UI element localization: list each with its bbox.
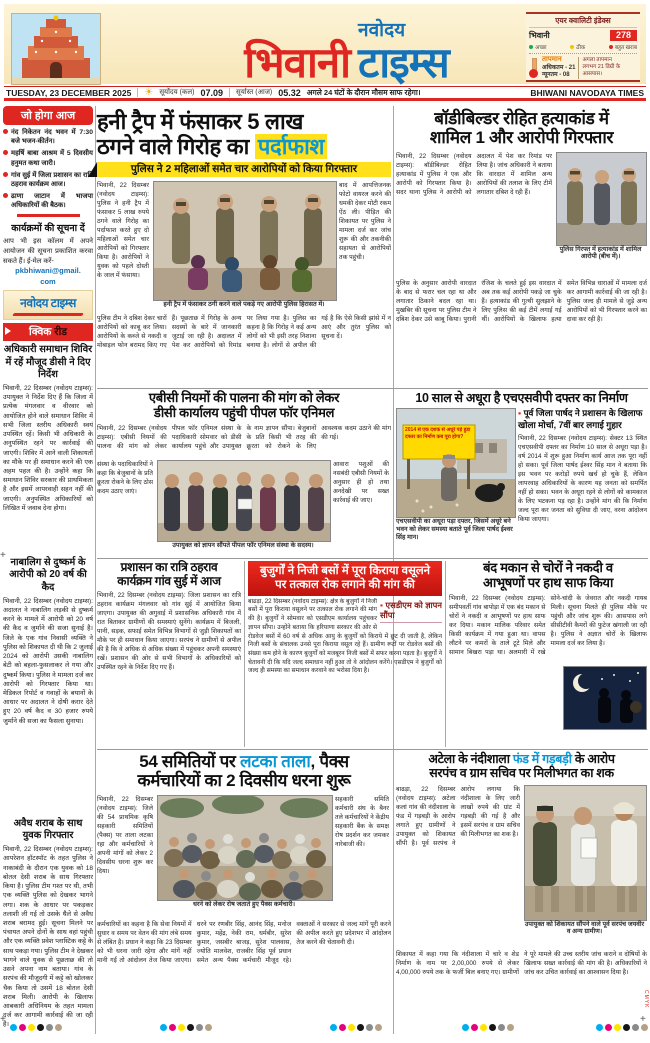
divider <box>17 214 80 217</box>
bullet-icon <box>3 150 8 155</box>
abc-body-right: आवारा पशुओं की नसबंदी एबीसी नियमों के अनुसार ही हो तथा अनदेखी पर सख्त कार्रवाई की जाए। <box>333 460 389 504</box>
thermometer-icon <box>529 58 539 78</box>
section-rule <box>97 749 648 750</box>
lead-body-right: बाद में आपत्तिजनक फोटो वायरल करने की धमकी देकर मोटी रकम ऐंठ ली। पीड़ित की शिकायत पर पुलिस ने मामला दर्ज कर जांच शुरू की और तकनीकी सहायता से आरोपियों तक पहुंची। <box>339 182 391 262</box>
abc-article <box>97 391 391 557</box>
square-bullet-icon: ▪ <box>518 408 524 419</box>
lead-headline-accent: पर्दाफाश <box>255 134 327 159</box>
bodybuilder-headline: बॉडीबिल्डर रोहित हत्याकांड में शामिल 1 और आरोपी गिरफ्तार <box>429 109 614 148</box>
aqi-legend-mid: ठीक <box>576 45 586 51</box>
night-halt-headline: प्रशासन का रात्रि ठहराव कार्यक्रम गांव सुई में आज <box>117 560 221 588</box>
registration-marks <box>462 1024 514 1031</box>
atela-headline: अटेला के नंदीशाला फंड में गड़बड़ी के आरोप सरपंच व ग्राम सचिव पर मिलीभगत का शक <box>428 752 615 781</box>
hsvp-article <box>396 391 647 557</box>
today-item: नंद निकेतन नंद भवन में 7:30 बजे भजन-कीर्तन। <box>3 128 93 146</box>
masthead-title-blue: टाइम्स <box>358 39 449 86</box>
abc-photo-caption: उपायुक्त को ज्ञापन सौंपते पीपल फॉर एनिमल संस्था के सदस्य। <box>172 541 314 549</box>
temp-max: अधिकतम - 21 <box>542 64 576 71</box>
dateline-bar <box>4 86 646 101</box>
aqi-good-dot-icon <box>529 45 533 49</box>
aqi-legend <box>529 43 637 54</box>
sidebar-article-body: भिवानी, 22 दिसम्बर (नवोदय टाइम्स): आपरेशन हॉटस्पॉट के तहत पुलिस ने नाकाबंदी के दौरान एक युवक को 18 बोतल देसी शराब के साथ गिरफ्तार किया है। पुलिस टीम गश्त पर थी, तभी एक व्यक्ति पुलिस को देखकर भागने लगा। शक के आधार पर पकड़कर तलाशी ली गई तो उसके थैले से अवैध शराब बरामद हुई। सूचना मिलने पर पंचायत अपने दोनों के साथ वहां पहुंची और एक व्यक्ति प्रवेश प्लास्टिक कट्टे के साथ पकड़ा गया। पुलिस टीम ने देखकर भागने वाले युवक से पूछताछ की तो उसने अपना नाम बताया। गांव के सरपंच की मौजूदगी में कट्टे को खोलकर चैक किया तो उसमें 18 बोतल देसी शराब मिली। आरोपी के खिलाफ आबकारी अधिनियम के तहत मामला दर्ज कर आगामी कार्रवाई की जा रही है। <box>3 846 93 1029</box>
paks-photo-caption: धरने को लेकर रोष जताते हुए पैक्स कर्मचारी। <box>192 900 296 908</box>
hsvp-photo-caption: एचएसवीपी का अधूरा पड़ा दफ्तर, जिसमें अधूरे बने भवन को लेकर समस्या बताते पूर्व जिला पार्षद ईश्वर सिंह मान। <box>396 518 513 541</box>
today-box-title: जो होगा आज <box>3 106 93 125</box>
logo-swoosh <box>12 313 84 316</box>
burglar-illustration <box>563 666 647 730</box>
aqi-value-badge: 278 <box>610 30 637 41</box>
bodybuilder-body-bottom: पुलिस के अनुसार आरोपी वारदात के बाद से फरार चल रहा था और लगातार ठिकाने बदल रहा था। मुखबिर की सूचना पर पुलिस टीम ने दबिश देकर उसे काबू किया। पुरानी रंजिश के चलते हुई इस वारदात में अब तक कई आरोपी पकड़े जा चुके हैं। हत्याकांड की गुत्थी सुलझाने के लिए पुलिस की कई टीमें लगाई गई थीं। आरोपियों के खिलाफ हत्या समेत विभिन्न धाराओं में मामला दर्ज कर आगामी कार्रवाई की जा रही है। पुलिस जल्द ही मामले से जुड़े अन्य आरोपियों को भी गिरफ्तार करने का दावा कर रही है। <box>396 279 647 323</box>
sidebar-article-body: भिवानी, 22 दिसम्बर (नवोदय टाइम्स): उपायुक्त ने निर्देश दिए हैं कि जिला में प्रत्येक मंगलवार व वीरवार को आयोजित होने वाले समाधान शिविर में सभी जिला स्तरीय अधिकारी स्वयं उपस्थित रहें। किसी भी अधिकारी के अनुपस्थित रहने पर कार्रवाई की जाएगी। शिविर में आने वाली शिकायतों का मौके पर ही समाधान करने की एक अहम पहल की है। उन्होंने कहा कि समाधान शिविर सरकार की प्राथमिकता है और इसमें लापरवाही सहन नहीं की जाएगी। अनुपस्थित अधिकारियों को लिखित में जवाब देना होगा। <box>3 385 93 512</box>
bodybuilder-article <box>396 109 647 387</box>
notice-body: आप भी इस कॉलम में अपने आयोजन की सूचना प्रकाशित करवा सकते हैं। ई-मेल करें- pkbhiwani@gmail. com <box>3 238 93 286</box>
sun-icon: ☀ <box>144 86 154 98</box>
atela-body: बाढड़ा, 22 दिसम्बर (नवोदय टाइम्स): अटेला कलां गांव की नंदीशाला के फंड में गड़बड़ी के आरोप लगाते हुए ग्रामीणों ने उपायुक्त को शिकायत सौंपी है। पूर्व सरपंच ने आरोप लगाया कि नंदीशाला के लिए जारी लाखों रुपये की ग्रांट में गड़बड़ी की गई है और इसमें सरपंच व ग्राम सचिव की मिलीभगत का शक है। <box>396 785 520 847</box>
masthead-title-red: भिवानी <box>244 39 351 86</box>
weather-note: अगले 24 घंटों के दौरान मौसम साफ रहेगा। <box>306 87 421 97</box>
night-halt-article <box>97 561 241 746</box>
lead-subhead: पुलिस ने 2 महिलाओं समेत चार आरोपियों को किया गिरफ्तार <box>97 162 391 177</box>
today-item: महर्षि बाबा आश्रम में 5 दिवसीय हनुमत कथा जारी। <box>3 149 93 167</box>
abc-headline: एबीसी नियमों की पालना की मांग को लेकर डीसी कार्यालय पहुंची पीपल फॉर एनिमल <box>148 390 340 420</box>
lead-photo <box>153 181 337 301</box>
night-halt-body: भिवानी, 22 दिसम्बर (नवोदय टाइम्स): जिला प्रशासन का रात्रि ठहराव कार्यक्रम मंगलवार को गांव सुई में आयोजित किया जाएगा। उपायुक्त की अगुवाई में प्रशासनिक अधिकारी गांव में रात बिताकर ग्रामीणों की समस्याएं सुनेंगे। कार्यक्रम में बिजली, पानी, सड़क, सफाई समेत विभिन्न विभागों से जुड़ी शिकायतों का मौके पर ही समाधान किया जाएगा। सरपंच ने ग्रामीणों से अपील की है कि वे अधिक से अधिक संख्या में पहुंचकर अपनी समस्याएं रखें। प्रशासन की ओर से सभी विभागों के अधिकारियों को उपस्थित रहने के निर्देश दिए गए हैं। <box>97 592 241 672</box>
today-item: गांव सुई में जिला प्रशासन का रात्रि ठहराव कार्यक्रम आज। <box>3 171 93 189</box>
lead-body-left: भिवानी, 22 दिसम्बर (नवोदय टाइम्स): पुलिस ने हनी ट्रैप में फंसाकर 5 लाख रुपये ठगने वाले गिरोह का पर्दाफाश करते हुए दो महिलाओं समेत चार आरोपियों को गिरफ्तार किया है। आरोपियों ने युवक को पहले दोस्ती के जाल में फंसाया। <box>97 182 149 280</box>
left-sidebar <box>3 106 93 1043</box>
theft-headline: बंद मकान से चोरों ने नकदी व आभूषणों पर हाथ साफ किया <box>482 560 614 590</box>
abc-photo <box>157 460 331 542</box>
sidebar-article-title: नाबालिग से दुष्कर्म के आरोपी को 20 वर्ष की कैद <box>9 557 87 593</box>
lead-article <box>97 109 391 387</box>
cmyk-label: CMYK <box>643 990 649 1009</box>
elders-body: ▪ एसडीएम को ज्ञापन सौंपा बाढड़ा, 22 दिसम्बर (नवोदय टाइम्स): क्षेत्र के बुजुर्गों ने निजी बसों में पूरा किराया वसूलने पर तत्काल रोक लगाने की मांग की है। बुजुर्गों ने सोमवार को एसडीएम कार्यालय पहुंचकर ज्ञापन सौंपा। उन्होंने बताया कि हरियाणा सरकार की ओर से रोडवेज बसों में 60 वर्ष से अधिक आयु के बुजुर्गों को किराये में छूट दी जाती है, लेकिन निजी बसों के संचालक उनसे पूरा किराया वसूल रहे हैं। ग्रामीण रूटों पर रोडवेज बसों की संख्या कम होने के कारण बुजुर्गों को मजबूरन निजी बसों में सफर करना पड़ता है। बुजुर्गों ने चेतावनी दी कि यदि जल्द समाधान नहीं हुआ तो वे आंदोलन करेंगे। एसडीएम ने बुजुर्गों को जल्द ही समस्या का समाधान करवाने का भरोसा दिया है। <box>248 597 442 675</box>
crop-mark: + <box>640 1014 646 1025</box>
quick-read-header: क्विक रीड <box>3 323 93 341</box>
bodybuilder-body: भिवानी, 22 दिसम्बर (नवोदय टाइम्स): बॉडीबिल्डर रोहित हत्याकांड में पुलिस ने एक और आरोपी को गिरफ्तार किया है। सदर थाना पुलिस ने आरोपी को अदालत में पेश कर रिमांड पर लिया है। जांच अधिकारी ने बताया कि वारदात में शामिल अन्य आरोपियों की तलाश के लिए टीमें लगातार दबिश दे रही हैं। <box>396 152 552 196</box>
registration-marks <box>10 1024 62 1031</box>
aqi-legend-bad: बहुत खराब <box>614 45 637 51</box>
hsvp-photo <box>396 408 516 518</box>
atela-article <box>396 752 647 1032</box>
aqi-city: भिवानी <box>529 31 550 40</box>
crop-mark: + <box>0 1014 6 1025</box>
today-item: ढाणा जाटान में भाजपा अधिकारियों की बैठक। <box>3 192 93 210</box>
hsvp-pullquote: ▪ पूर्व जिला पार्षद ने प्रशासन के खिलाफ खोला मोर्चा, 7वीं बार लगाई गुहार <box>518 408 643 430</box>
sidebar-article-title: अवैध शराब के साथ युवक गिरफ्तार <box>13 817 83 841</box>
lead-headline: हनी ट्रैप में फंसाकर 5 लाख ठगने वाले गिरोह का पर्दाफाश <box>97 109 391 159</box>
paks-headline-accent: लटका ताला <box>240 752 311 771</box>
sunset-label: सूर्यास्त (आज) <box>235 89 273 96</box>
sidebar-article-body: भिवानी, 22 दिसम्बर (नवोदय टाइम्स): अदालत ने नाबालिग लड़की से दुष्कर्म करने के मामले में आरोपी को 20 वर्ष की कैद व जुर्माने की सजा सुनाई है। जिले के एक गांव निवासी व्यक्ति ने पुलिस को शिकायत दी थी कि 2 जुलाई 2024 को आरोपी उसकी नाबालिग बेटी को बहला-फुसलाकर ले गया और दुष्कर्म किया। पुलिस ने मामला दर्ज कर आरोपी को गिरफ्तार किया था। मेडिकल रिपोर्ट व गवाहों के बयानों के आधार पर अदालत ने दोषी करार देते हुए 20 वर्ष कैद व 30 हजार रुपये जुर्माने की सजा का फैसला सुनाया। <box>3 597 93 725</box>
paks-body-left: भिवानी, 22 दिसम्बर (नवोदय टाइम्स): जिले की 54 प्राथमिक कृषि सहकारी समितियों (पैक्स) पर ताला लटका रहा और कर्मचारियों ने अपनी मांगों को लेकर 2 दिवसीय धरना शुरू कर दिया। <box>97 795 153 875</box>
masthead <box>164 10 529 84</box>
paks-headline: 54 समितियों पर लटका ताला, पैक्स कर्मचारियों का 2 दिवसीय धरना शुरू <box>137 752 351 791</box>
bodybuilder-photo <box>556 152 647 246</box>
protest-banner-text: 2014 से एक दशक से अधूरे पड़े हुडा दफ्तर का निर्माण कब पूरा होगा? <box>405 427 471 440</box>
paks-body-right: सहकारी समिति कर्मचारी संघ के बैनर तले कर्मचारियों ने केंद्रीय सहकारी बैंक के समक्ष रोष प्रदर्शन कर जमकर नारेबाजी की। <box>335 795 389 848</box>
bullet-icon <box>3 129 8 134</box>
sidebar-article-title: अधिकारी समाधान शिविर में रहें मौजूद डीसी ने दिए निर्देश <box>3 344 93 380</box>
sunrise-label: सूर्योदय (कल) <box>159 89 195 96</box>
temp-note: अगला तापमान लगभग 21 डिग्री के आसपास। <box>578 57 624 78</box>
elders-article <box>248 561 442 746</box>
abc-body-left: संस्था के पदाधिकारियों ने कहा कि बेजुबानों के प्रति क्रूरता रोकने के लिए ठोस कदम उठाए जाएं। <box>97 460 153 495</box>
masthead-pretitle: नवोदय <box>358 20 406 41</box>
bullet-icon <box>3 193 8 198</box>
section-rule <box>97 558 648 559</box>
registration-marks <box>596 1024 648 1031</box>
masthead-band <box>4 4 646 84</box>
paks-photo <box>157 795 333 901</box>
atela-photo-caption: उपायुक्त को शिकायत सौंपने वाले पूर्व सरपंच जयवीर व अन्य ग्रामीण। <box>524 920 645 936</box>
column-rule <box>95 106 96 1034</box>
sidebar-brand-logo: नवोदय टाइम्स <box>3 290 93 320</box>
square-bullet-icon: ▪ <box>380 599 386 610</box>
aqi-widget <box>526 12 640 82</box>
contact-email-link[interactable]: pkbhiwani@gmail. <box>15 266 81 276</box>
registration-marks <box>160 1024 212 1031</box>
bullet-icon <box>3 172 8 177</box>
paks-body-bottom: कर्मचारियों का कहना है कि सेवा नियमों में सुधार व समय पर वेतन की मांग लंबे समय से लंबित है। प्रधान ने कहा कि 23 दिसम्बर को भी धरना जारी रहेगा और मांगें नहीं मानी गईं तो आंदोलन तेज किया जाएगा। धरने पर रणबीर सिंह, आनंद सिंह, मनोज कुमार, महेंद्र, नेकी राम, धर्मबीर, सुरेश कुमार, जसबीर बाजड़, सुरेश पालवास, ज्योति मालवेश, राजबीर सिंह पूर्व प्रधान समेत अन्य पैक्स कर्मचारी मौजूद रहे। वक्ताओं ने सरकार से जल्द मांगें पूरी करने की अपील करते हुए प्रदेशभर में आंदोलन तेज करने की चेतावनी दी। <box>97 920 391 964</box>
paks-article <box>97 752 391 1032</box>
issue-date: TUESDAY, 23 DECEMBER 2025 <box>6 87 132 98</box>
temp-title: तापमान <box>542 56 562 63</box>
temp-min: न्यूनतम - 08 <box>542 72 570 79</box>
notice-title: कार्यक्रमों की सूचना दें <box>11 223 85 235</box>
atela-headline-accent: फंड में गड़बड़ी <box>512 752 572 766</box>
hsvp-headline: 10 साल से अधूरा है एचएसवीपी दफ्तर का निर्माण <box>415 391 628 405</box>
column-rule <box>445 561 446 747</box>
registration-marks <box>330 1024 382 1031</box>
abc-body-top: भिवानी, 22 दिसम्बर (नवोदय टाइम्स): एबीसी नियमों की पालना की मांग को लेकर पीपल फॉर एनिमल संस्था के पदाधिकारी सोमवार को डीसी कार्यालय पहुंचे और उपायुक्त के नाम ज्ञापन सौंपा। बेजुबानों के प्रति किसी भी तरह की क्रूरता को रोकने के लिए आवश्यक कदम उठाने की मांग की गई। <box>97 424 391 450</box>
theft-article <box>449 561 647 746</box>
lead-photo-caption: हनी ट्रैप में फंसाकर ठगी करने वाले पकड़े गए आरोपी पुलिस हिरासत में। <box>163 301 325 309</box>
aqi-title: एयर क्वालिटी इंडेक्स <box>529 16 637 28</box>
column-rule <box>244 561 245 747</box>
aqi-bad-dot-icon <box>609 45 613 49</box>
atela-body-bottom: शिकायत में कहा गया कि नंदीशाला में चारे व शेड निर्माण के नाम पर 2,00,000 रुपये से लेकर 4,00,000 रुपये तक के फर्जी बिल बनाए गए। ग्रामीणों ने पूरे मामले की उच्च स्तरीय जांच कराने व दोषियों के खिलाफ सख्त कार्रवाई की मांग की है। अधिकारियों ने जांच कर उचित कार्रवाई का आश्वासन दिया है। <box>396 950 647 976</box>
aqi-legend-good: अच्छा <box>535 45 547 51</box>
lead-body-bottom: पुलिस टीम ने दबिश देकर चारों आरोपियों को काबू कर लिया। आरोपियों के कब्जे से नकदी व मोबाइल फोन बरामद किए गए हैं। पूछताछ में गिरोह के अन्य सदस्यों के बारे में जानकारी जुटाई जा रही है। अदालत में पेश कर आरोपियों को रिमांड पर लिया गया है। पुलिस का कहना है कि गिरोह ने कई अन्य लोगों को भी इसी तरह निशाना बनाया है। लोगों से अपील की गई है कि ऐसे किसी झांसे में न आएं और तुरंत पुलिस को सूचना दें। <box>97 315 391 350</box>
temple-photo <box>11 13 101 85</box>
elders-inset-note: ▪ एसडीएम को ज्ञापन सौंपा <box>380 600 442 624</box>
theft-body: भिवानी, 22 दिसम्बर (नवोदय टाइम्स): समीपवर्ती गांव बापोड़ा में एक बंद मकान से चोरों ने नकदी व आभूषणों पर हाथ साफ कर दिया। मकान मालिक परिवार समेत किसी कार्यक्रम में गया हुआ था। वापस लौटने पर कमरों के ताले टूटे मिले और सामान बिखरा पड़ा था। अलमारी में रखे सोने-चांदी के जेवरात और नकदी गायब मिली। सूचना मिलते ही पुलिस मौके पर पहुंची और जांच शुरू की। आसपास लगे सीसीटीवी कैमरों की फुटेज खंगाली जा रही है। पुलिस ने अज्ञात चोरों के खिलाफ मामला दर्ज कर लिया है। <box>449 594 647 656</box>
hsvp-body: भिवानी, 22 दिसम्बर (नवोदय टाइम्स): सेक्टर 13 स्थित एचएसवीपी दफ्तर का निर्माण 10 साल से अधूरा पड़ा है। वर्ष 2014 में शुरू हुआ निर्माण कार्य आज तक पूरा नहीं हो सका। पूर्व जिला पार्षद ईश्वर सिंह मान ने बताया कि इस भवन पर करोड़ों रुपये खर्च हो चुके हैं, लेकिन लापरवाह अधिकारियों के कारण यह जनता को समर्पित नहीं हो सका। भवन के अधूरा रहने से लोगों को कामकाज के लिए भटकना पड़ रहा है। उन्होंने मांग की कि निर्माण जल्द पूरा कर जनता को सुविधा दी जाए, वरना आंदोलन किया जाएगा। <box>518 435 647 524</box>
sunset-value: 05.32 <box>278 87 301 98</box>
paper-name-en: BHIWANI NAVODAYA TIMES <box>530 87 644 98</box>
aqi-mid-dot-icon <box>570 45 574 49</box>
crop-mark: + <box>0 550 6 561</box>
bodybuilder-photo-caption: पुलिस गिरफ्त में हत्याकांड में शामिल आरोपी (बीच में)। <box>559 245 642 261</box>
section-rule <box>97 388 648 389</box>
atela-photo <box>524 785 647 921</box>
contact-email-tail[interactable]: com <box>40 276 56 286</box>
sunrise-value: 07.09 <box>200 87 223 98</box>
elders-headline: बुजुर्गों ने निजी बसों में पूरा किराया वसूलने पर तत्काल रोक लगाने की मांग की <box>248 561 442 596</box>
